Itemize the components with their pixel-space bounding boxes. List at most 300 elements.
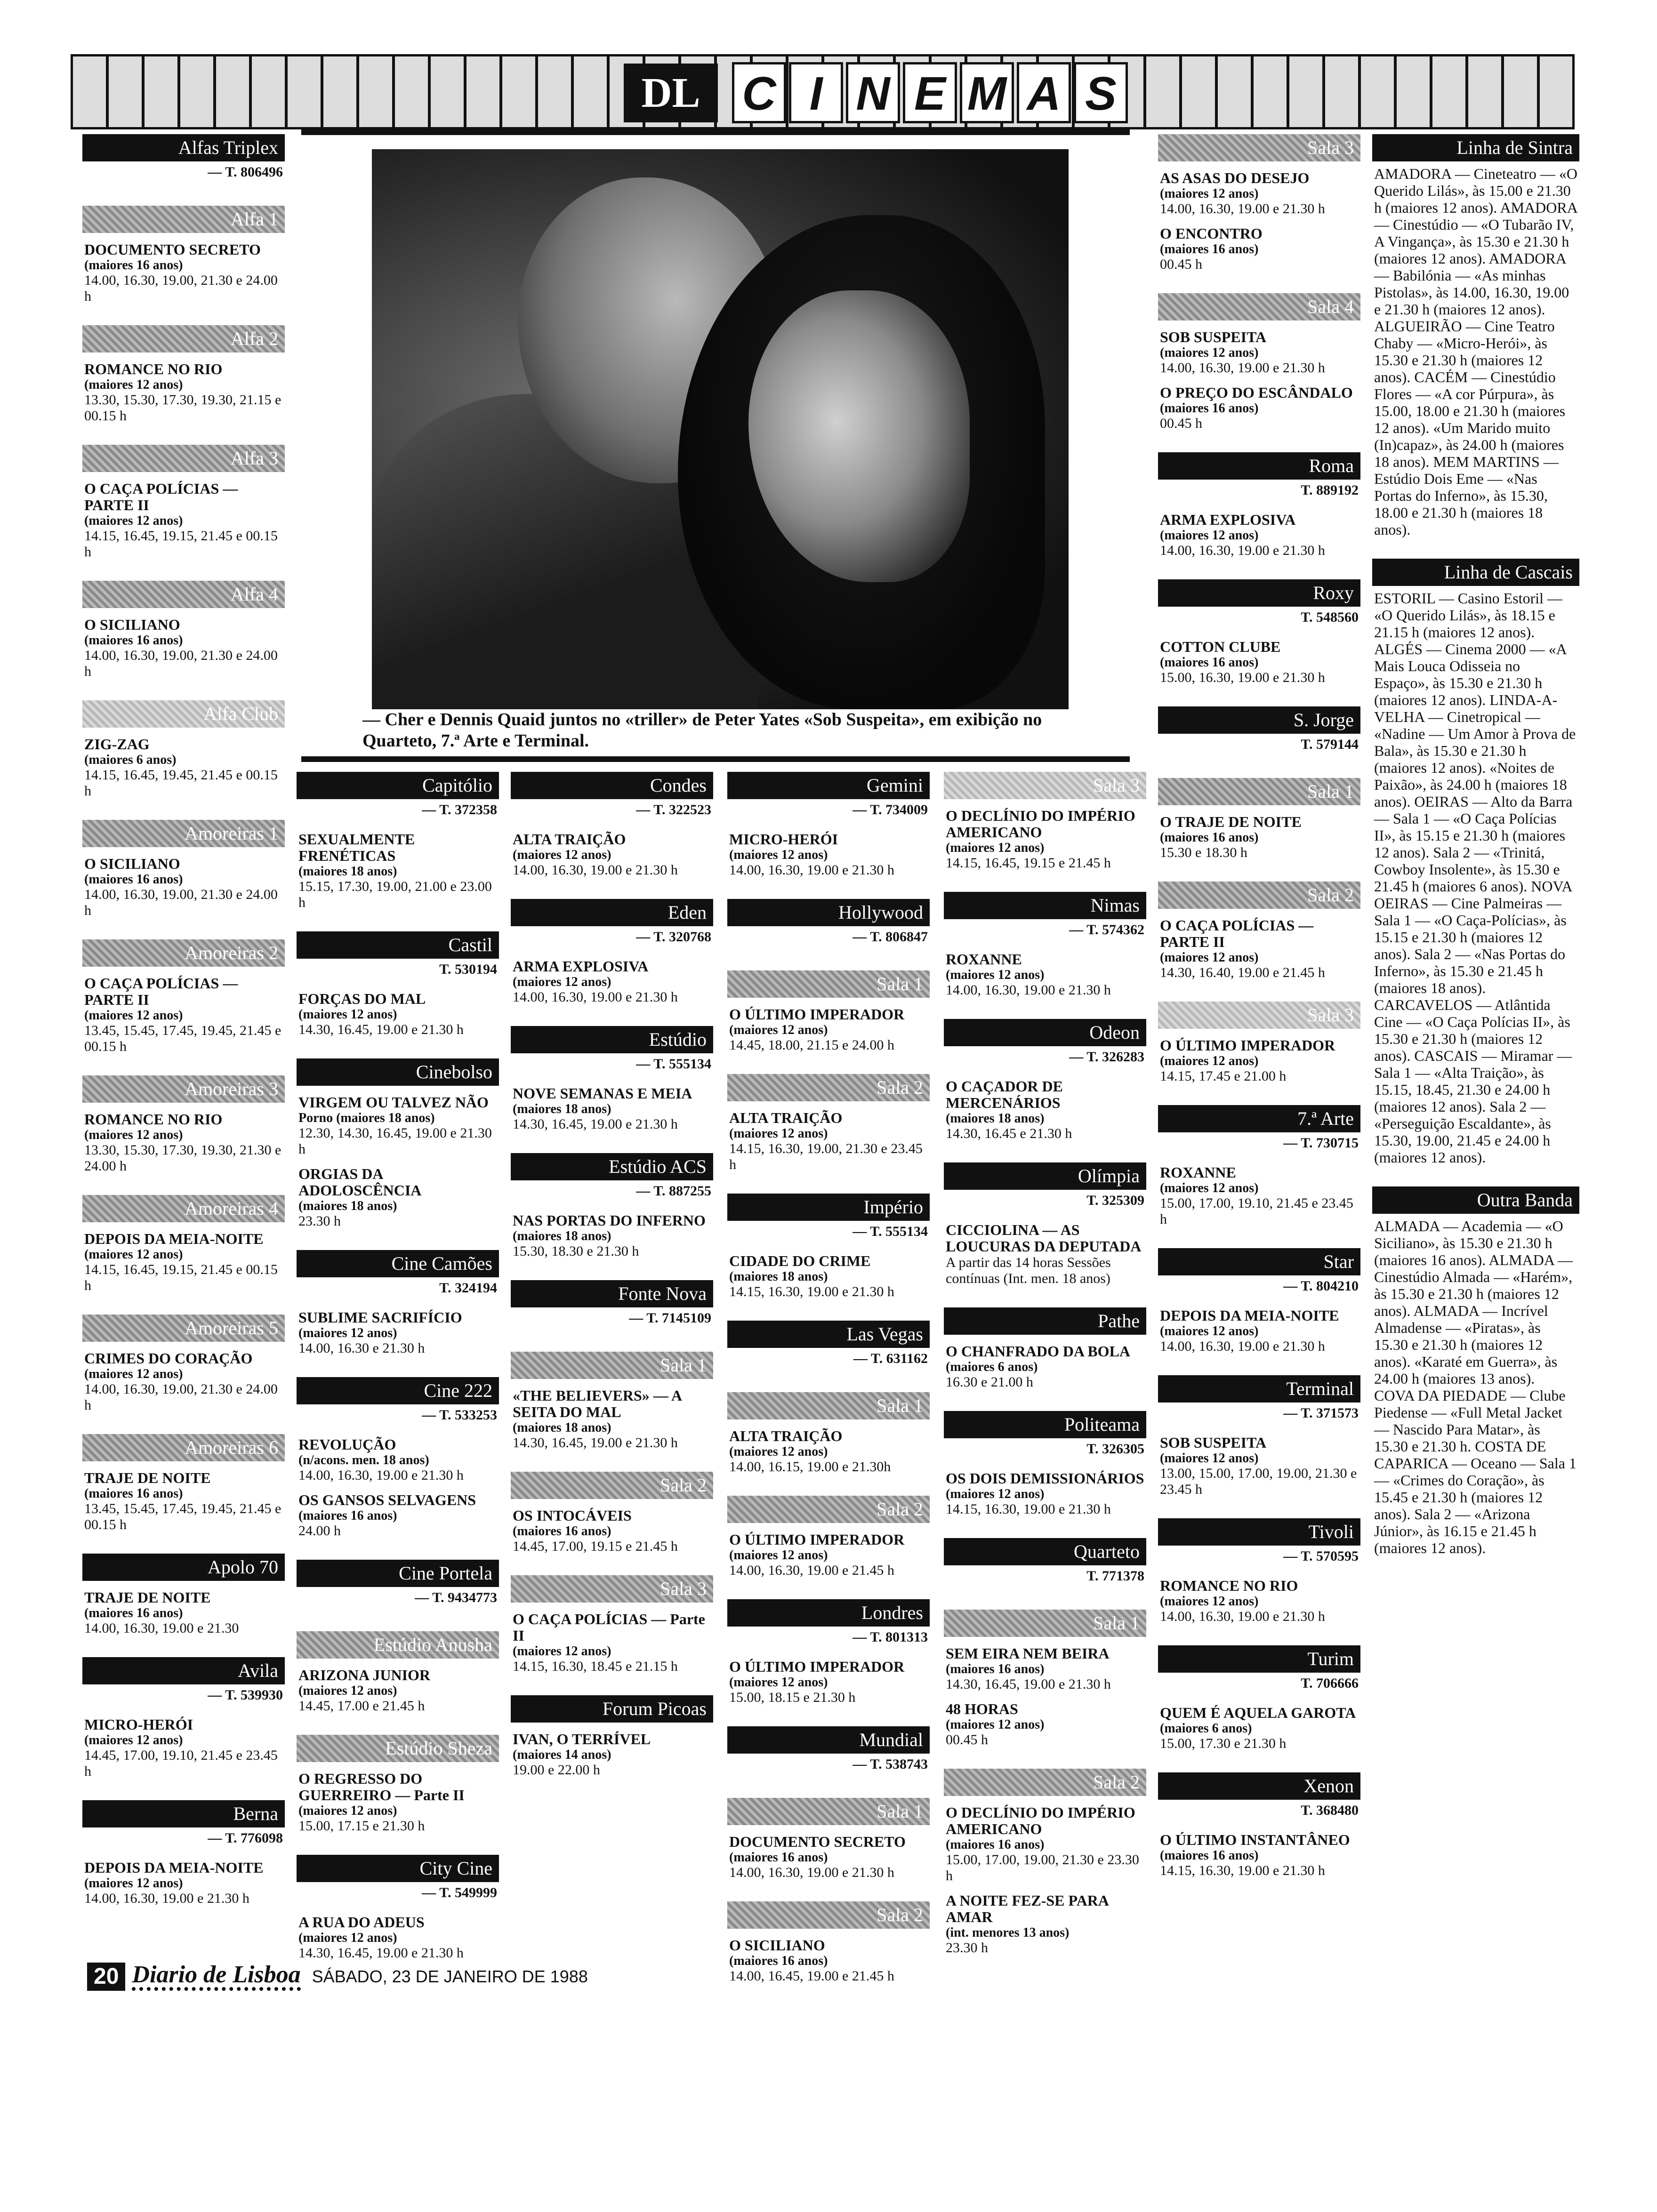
listings-column-6 [1158,134,1360,1899]
cinema-name: Alfa 2 [82,325,285,353]
cinema-phone: — T. 322523 [636,802,711,817]
cinema-name: Mundial [727,1726,930,1754]
film-title: MICRO-HERÓI [84,1716,193,1733]
cinema-listing [1158,579,1360,686]
film-title: OS GANSOS SELVAGENS [298,1491,476,1508]
cinema-listing [511,1280,713,1331]
cinema-name: Linha de Cascais [1372,559,1579,586]
cinema-name: Apolo 70 [82,1554,285,1581]
cinema-name: Sala 2 [1158,882,1360,909]
cinema-name: Terminal [1158,1375,1360,1403]
cinema-phone: — T. 804210 [1283,1278,1359,1294]
cinema-name: Alfa 1 [82,206,285,233]
film-rating: (maiores 16 anos) [84,633,183,648]
cinema-name: Sala 3 [511,1575,713,1603]
cinema-phone: T. 548560 [1301,609,1359,625]
film-title: O CAÇA POLÍCIAS — PARTE II [84,480,238,513]
film-title: O CAÇA POLÍCIAS — Parte II [513,1611,705,1644]
film-times: 14.00, 16.30, 19.00 e 21.30 h [946,982,1111,998]
film-times: 00.45 h [1160,416,1202,431]
film-times: 15.15, 17.30, 19.00, 21.00 e 23.00 h [298,879,492,910]
cinema-listing [82,134,285,185]
film-rating: (maiores 18 anos) [298,864,397,879]
film-title: OS DOIS DEMISSIONÁRIOS [946,1470,1144,1487]
cinema-name: Sala 3 [1158,134,1360,161]
cinema-name: Sala 1 [511,1352,713,1379]
cinema-phone: — T. 7145109 [629,1310,711,1326]
cinema-listing [944,1411,1146,1517]
film-title: FORÇAS DO MAL [298,990,426,1007]
film-times: 14.30, 16.45 e 21.30 h [946,1126,1072,1141]
film-times: 14.00, 16.30 e 21.30 h [298,1340,425,1356]
film-rating: (maiores 16 anos) [729,1954,828,1968]
cinema-listing [297,1377,499,1539]
film-title: O PREÇO DO ESCÂNDALO [1160,384,1353,401]
film-title: A NOITE FEZ-SE PARA AMAR [946,1892,1109,1925]
cinema-name: City Cine [297,1855,499,1882]
film-times: 13.45, 15.45, 17.45, 19.45, 21.45 e 00.15 h [84,1023,282,1054]
film-rating: (maiores 16 anos) [946,1837,1045,1852]
film-title: MICRO-HERÓI [729,831,838,848]
cinema-name: Sala 1 [727,1392,930,1419]
film-rating: (maiores 18 anos) [729,1269,828,1284]
cinema-name: Olímpia [944,1162,1146,1190]
cinema-name: Gemini [727,772,930,799]
title-letter: I [789,62,843,123]
film-rating: (maiores 18 anos) [513,1229,611,1243]
cinema-listing [944,772,1146,871]
cinema-name: Turim [1158,1645,1360,1673]
newspaper-logo: DL [624,64,718,122]
film-title: ARMA EXPLOSIVA [513,958,649,975]
cinema-name: Alfa 4 [82,581,285,608]
film-rating: (maiores 16 anos) [1160,655,1259,670]
cinema-listing [82,820,285,919]
film-title: DOCUMENTO SECRETO [729,1833,906,1850]
page-footer [87,1963,588,1991]
cinema-listing [511,1472,713,1555]
film-times: 14.00, 16.30, 19.00 e 21.30 h [1160,201,1325,216]
cinema-listing [82,445,285,560]
film-rating: (maiores 16 anos) [513,1524,611,1539]
cinema-listing [727,1726,930,1777]
film-rating: (maiores 12 anos) [84,1733,183,1747]
cinema-phone: — T. 326283 [1069,1049,1144,1065]
film-rating: (maiores 16 anos) [84,258,183,272]
cinema-name: Amoreiras 4 [82,1195,285,1222]
cinema-listing [82,1195,285,1294]
film-rating: (maiores 12 anos) [1160,1181,1259,1195]
film-rating: (maiores 16 anos) [1160,242,1259,256]
film-rating: (maiores 12 anos) [1160,345,1259,360]
cinema-listing [1372,559,1579,1166]
film-rating: (maiores 12 anos) [1160,950,1259,965]
film-times: 14.15, 16.30, 19.00 e 21.30 h [946,1501,1111,1517]
film-times: 14.00, 16.30, 19.00 e 21.45 h [729,1563,894,1578]
film-title: ORGIAS DA ADOLOSCÊNCIA [298,1165,422,1199]
cinema-listing [727,1392,930,1475]
regional-listing-text: ESTORIL — Casino Estoril — «O Querido Lilás», às 18.15 e 21.15 h (maiores 12 anos). ALGÉS — Cinema 2000 — «A Mais Louca Odisseia no Espaço», às 15.30 e 21.30 h (maiores 12 anos). LINDA-A-VELHA — Cinetropical — «Nadine — Um Amor à Prova de Bala», às 15.30 e 21.30 h (maiores 12 anos). «Noites de Paixão», às 24.00 h (maiores 18 anos). OEIRAS — Alto da Barra — Sala 1 — «O Caça Polícias II», às 15.15 e 21.30 h (maiores 12 anos). Sala 2 — «Trinitá, Cowboy Insolente», às 15.30 e 21.45 h (maiores 6 anos). NOVA OEIRAS — Cine Palmeiras — Sala 1 — «O Caça-Polícias», às 15.15 e 21.30 h (maiores 12 anos). Sala 2 — «Nas Portas do Inferno», às 15.30 e 21.45 h (maiores 18 anos). CARCAVELOS — Atlântida Cine — «O Caça Polícias II», às 15.30 e 21.30 h (maiores 12 anos). CASCAIS — Miramar — Sala 1 — «Alta Traição», às 15.15, 18.45, 21.30 e 24.00 h (maiores 12 anos). Sala 2 — «Perseguição Escaldante», às 15.30, 19.00, 21.45 e 24.00 h (maiores 12 anos). [1374,590,1576,1166]
listings-column-2 [297,772,499,1982]
cinema-listing [297,1631,499,1714]
cinema-phone: T. 889192 [1301,482,1359,498]
cinema-phone: T. 326305 [1086,1441,1144,1457]
cinema-listing [297,1250,499,1356]
cinema-phone: — T. 533253 [422,1407,497,1423]
film-title: OS INTOCÁVEIS [513,1507,632,1524]
cinema-listing [944,1019,1146,1142]
cinema-listing [511,1026,713,1132]
film-times: 14.00, 16.30, 19.00 e 21.30 h [1160,1338,1325,1354]
cinema-name: Amoreiras 6 [82,1434,285,1461]
cinema-listing [727,899,930,950]
film-title: DOCUMENTO SECRETO [84,241,261,258]
film-title: TRAJE DE NOITE [84,1589,211,1606]
cinema-listing [1158,1645,1360,1752]
cinema-listing [1158,1248,1360,1354]
cinema-name: Pathe [944,1307,1146,1335]
film-times: 14.00, 16.30, 19.00, 21.30 e 24.00 h [84,648,278,679]
film-title: NAS PORTAS DO INFERNO [513,1212,706,1229]
film-times: 14.15, 16.30, 18.45 e 21.15 h [513,1659,678,1674]
film-rating: (maiores 12 anos) [298,1007,397,1022]
cinema-listing [82,1075,285,1174]
film-rating: (maiores 6 anos) [84,753,177,767]
film-title: SEXUALMENTE FRENÉTICAS [298,831,415,864]
cinema-name: Fonte Nova [511,1280,713,1307]
cinema-name: Sala 1 [727,1798,930,1825]
cinema-listing [82,1657,285,1779]
title-letter: N [846,62,900,123]
cinema-name: Alfa Club [82,700,285,728]
film-title: ROXANNE [1160,1164,1236,1181]
film-title: ALTA TRAIÇÃO [513,831,626,848]
film-rating: (maiores 16 anos) [1160,830,1259,845]
cinema-name: Sala 1 [944,1610,1146,1637]
cinema-phone: T. 530194 [439,962,497,977]
film-title: O SICILIANO [729,1937,825,1954]
film-rating: (maiores 14 anos) [513,1747,611,1762]
cinema-name: Sala 2 [727,1074,930,1101]
cinema-listing [1158,1002,1360,1084]
film-rating: (maiores 12 anos) [729,1675,828,1690]
film-rating: (maiores 12 anos) [513,1644,611,1659]
film-title: SEM EIRA NEM BEIRA [946,1645,1110,1662]
film-rating: (maiores 12 anos) [729,1023,828,1037]
film-times: 23.30 h [946,1940,988,1956]
cinema-name: Sala 2 [511,1472,713,1499]
cinema-name: Castil [297,931,499,959]
issue-date: SÁBADO, 23 DE JANEIRO DE 1988 [312,1967,588,1986]
cinema-name: Alfa 3 [82,445,285,472]
film-times: 14.30, 16.45, 19.00 e 21.30 h [298,1945,464,1961]
film-times: 24.00 h [298,1523,341,1539]
cinema-phone: T. 771378 [1086,1568,1144,1584]
film-title: DEPOIS DA MEIA-NOITE [1160,1307,1339,1324]
cinema-name: Tivoli [1158,1518,1360,1546]
film-rating: (maiores 12 anos) [513,975,611,989]
cinema-listing [944,1769,1146,1956]
film-title: «THE BELIEVERS» — A SEITA DO MAL [513,1387,682,1420]
regional-listing-text: ALMADA — Academia — «O Siciliano», às 15.30 e 21.30 h (maiores 16 anos). ALMADA — Cinestúdio Almada — «Harém», às 15.30 e 21.30 h (maiores 12 anos). ALMADA — Incrível Almadense — «Piratas», às 15.30 e 21.30 h (maiores 12 anos). «Karaté em Guerra», às 24.00 h (maiores 13 anos). COVA DA PIEDADE — Clube Piedense — «Full Metal Jacket — Nascido Para Matar», às 15.30 e 21.30 h. COSTA DE CAPARICA — Oceano — Sala 1 — «Crimes do Coração», às 15.45 e 21.30 h (maiores 12 anos). Sala 2 — «Arizona Júnior», às 16.15 e 21.45 h (maiores 12 anos). [1374,1218,1577,1556]
cinema-name: Cine Portela [297,1560,499,1587]
listings-column-7 [1372,134,1579,1577]
film-times: A partir das 14 horas Sessões contínuas (Int. men. 18 anos) [946,1255,1111,1286]
listings-column-5 [944,772,1146,1977]
film-times: 00.45 h [1160,256,1202,272]
film-rating: (maiores 12 anos) [84,1128,183,1142]
film-rating: (int. menores 13 anos) [946,1925,1070,1940]
film-times: 14.00, 16.30, 19.00 e 21.30 h [513,862,678,878]
cinema-listing [944,1538,1146,1589]
cinema-listing [297,1058,499,1229]
film-times: 12.30, 14.30, 16.45, 19.00 e 21.30 h [298,1125,492,1157]
cinema-phone: — T. 539930 [208,1687,283,1703]
cinema-listing [82,206,285,305]
film-times: 14.15, 16.45, 19.15, 21.45 e 00.15 h [84,1262,278,1293]
cinema-name: Estúdio ACS [511,1153,713,1180]
cinema-listing [511,772,713,878]
cinema-phone: T. 368480 [1301,1803,1359,1818]
film-rating: (maiores 12 anos) [1160,1594,1259,1609]
cinema-name: Sala 1 [1158,778,1360,805]
cinema-name: Roma [1158,452,1360,480]
film-rating: Porno (maiores 18 anos) [298,1111,435,1125]
cinema-name: Las Vegas [727,1321,930,1348]
title-letter: M [960,62,1014,123]
film-rating: (maiores 12 anos) [946,841,1045,855]
cinema-name: Alfas Triplex [82,134,285,161]
cinema-name: Sala 2 [727,1901,930,1929]
cinema-name: Sala 2 [944,1769,1146,1796]
film-times: 14.15, 16.45, 19.15, 21.45 e 00.15 h [84,528,278,560]
cinema-listing [1158,134,1360,272]
film-rating: (maiores 18 anos) [513,1102,611,1116]
cinema-phone: — T. 371573 [1283,1405,1359,1421]
film-rating: (maiores 12 anos) [84,1008,183,1023]
cinema-listing [727,1798,930,1881]
cinema-listing [82,581,285,680]
cinema-phone: — T. 631162 [853,1351,928,1366]
cinema-name: Cinebolso [297,1058,499,1086]
section-title [732,62,1131,123]
film-title: ROXANNE [946,951,1022,968]
cinema-listing [1158,293,1360,432]
cinema-phone: — T. 372358 [422,802,497,817]
cinema-listing [727,1321,930,1371]
film-rating: (maiores 6 anos) [1160,1721,1252,1736]
film-title: DEPOIS DA MEIA-NOITE [84,1230,264,1247]
cinema-listing [1372,134,1579,538]
film-title: O ÚLTIMO IMPERADOR [1160,1037,1335,1054]
cinema-name: Quarteto [944,1538,1146,1565]
film-title: A RUA DO ADEUS [298,1914,425,1931]
cinema-name: Sala 3 [944,772,1146,799]
cinema-listing [1158,778,1360,861]
film-title: ROMANCE NO RIO [84,1111,223,1128]
film-title: IVAN, O TERRÍVEL [513,1731,651,1747]
film-title: SOB SUSPEITA [1160,1434,1267,1451]
film-rating: (maiores 12 anos) [946,968,1045,982]
cinema-listing [1158,706,1360,757]
photo-caption: — Cher e Dennis Quaid juntos no «triller» de Peter Yates «Sob Suspeita», em exibição no Quarteto, 7.ª Arte e Terminal. [362,710,1042,751]
film-rating: (maiores 16 anos) [1160,1848,1259,1863]
cinema-phone: T. 324194 [439,1280,497,1296]
film-times: 14.45, 17.00, 19.10, 21.45 e 23.45 h [84,1747,278,1779]
cinema-listing [1158,1375,1360,1498]
cinema-name: Estúdio [511,1026,713,1053]
film-times: 16.30 e 21.00 h [946,1374,1033,1390]
film-rating: (maiores 12 anos) [84,1876,183,1891]
cinema-phone: T. 325309 [1086,1193,1144,1208]
film-title: TRAJE DE NOITE [84,1469,211,1486]
cinema-listing [297,1560,499,1611]
film-times: 14.00, 16.30, 19.00 e 21.30 h [729,862,894,878]
cinema-name: Londres [727,1599,930,1627]
cinema-listing [1158,1772,1360,1879]
film-times: 14.45, 17.00 e 21.45 h [298,1698,425,1714]
title-letter: C [732,62,786,123]
film-title: COTTON CLUBE [1160,638,1281,655]
cinema-name: Estúdio Anusha [297,1631,499,1659]
cinema-listing [82,939,285,1055]
cinema-phone: — T. 806496 [208,164,283,180]
film-times: 15.00, 18.15 e 21.30 h [729,1690,856,1705]
cinema-listing [727,1901,930,1984]
cinema-listing [511,1153,713,1259]
film-title: CICCIOLINA — AS LOUCURAS DA DEPUTADA [946,1221,1142,1255]
film-rating: (maiores 16 anos) [946,1662,1045,1676]
film-title: O DECLÍNIO DO IMPÉRIO AMERICANO [946,807,1135,841]
film-title: O SICILIANO [84,855,180,872]
cinema-name: Cine 222 [297,1377,499,1404]
film-rating: (n/acons. men. 18 anos) [298,1453,429,1467]
cinema-listing [511,1352,713,1451]
film-title: ARMA EXPLOSIVA [1160,511,1296,528]
cinema-phone: — T. 555134 [853,1224,928,1239]
cinema-phone: — T. 549999 [422,1885,497,1900]
cinema-name: Sala 2 [727,1496,930,1523]
cinema-listing [944,892,1146,998]
cinema-name: Avila [82,1657,285,1684]
film-title: SUBLIME SACRIFÍCIO [298,1309,462,1326]
cinema-listing [82,1434,285,1533]
cinema-listing [82,700,285,799]
cinema-listing [1158,1105,1360,1227]
film-times: 15.00, 17.15 e 21.30 h [298,1818,425,1834]
cinema-name: Condes [511,772,713,799]
film-rating: (maiores 12 anos) [1160,186,1259,201]
film-times: 14.15, 17.45 e 21.00 h [1160,1068,1287,1084]
cinema-name: Nimas [944,892,1146,919]
cinema-listing [1158,1518,1360,1625]
cinema-name: Politeama [944,1411,1146,1438]
cinema-listing [82,1314,285,1413]
film-rating: (maiores 18 anos) [298,1199,397,1213]
cinema-name: Hollywood [727,899,930,926]
cinema-listing [297,1735,499,1834]
film-times: 14.00, 16.30, 19.00 e 21.30 h [1160,543,1325,558]
film-times: 14.30, 16.45, 19.00 e 21.30 h [298,1022,464,1037]
cinema-name: Amoreiras 5 [82,1314,285,1342]
film-rating: (maiores 12 anos) [84,1367,183,1381]
film-rating: (maiores 12 anos) [298,1803,397,1818]
film-rating: (maiores 12 anos) [298,1931,397,1945]
film-title: O CAÇA POLÍCIAS — PARTE II [84,975,238,1008]
film-rating: (maiores 16 anos) [84,872,183,887]
listings-column-4 [727,772,930,2005]
cinema-name: Star [1158,1248,1360,1275]
film-title: CIDADE DO CRIME [729,1252,871,1269]
film-rating: (maiores 18 anos) [946,1111,1045,1126]
film-times: 15.00, 16.30, 19.00 e 21.30 h [1160,670,1325,685]
cinema-listing [297,1855,499,1961]
film-times: 19.00 e 22.00 h [513,1762,600,1778]
cinema-listing [727,970,930,1053]
film-title: ALTA TRAIÇÃO [729,1109,843,1126]
cinema-name: 7.ª Arte [1158,1105,1360,1132]
film-title: O ENCONTRO [1160,225,1263,242]
film-title: NOVE SEMANAS E MEIA [513,1085,692,1102]
film-rating: (maiores 12 anos) [298,1683,397,1698]
film-title: O CAÇA POLÍCIAS — PARTE II [1160,917,1314,950]
title-letter: A [1017,62,1071,123]
cinema-phone: — T. 776098 [208,1830,283,1846]
cinema-name: S. Jorge [1158,706,1360,734]
cinema-name: Estúdio Sheza [297,1735,499,1762]
cinema-listing [944,1307,1146,1390]
masthead: Diario de Lisboa [132,1963,300,1991]
film-rating: (maiores 12 anos) [946,1487,1045,1501]
cinema-listing [727,1496,930,1579]
title-letter: S [1074,62,1128,123]
cinema-listing [1372,1186,1579,1556]
film-title: ZIG-ZAG [84,736,150,753]
cinema-name: Outra Banda [1372,1186,1579,1214]
film-rating: (maiores 16 anos) [1160,401,1259,416]
title-letter: E [903,62,957,123]
section-banner [71,54,1575,129]
film-times: 23.30 h [298,1213,341,1229]
film-rating: (maiores 6 anos) [946,1360,1038,1374]
photo-rule [301,756,1130,762]
film-title: ROMANCE NO RIO [1160,1577,1298,1594]
cinema-listing [1158,452,1360,559]
cinema-listing [727,1599,930,1706]
cinema-listing [727,1074,930,1173]
listings-column-3 [511,772,713,1799]
film-title: DEPOIS DA MEIA-NOITE [84,1859,264,1876]
film-times: 15.30, 18.30 e 21.30 h [513,1243,639,1259]
film-title: ROMANCE NO RIO [84,361,223,377]
cinema-name: Amoreiras 2 [82,939,285,967]
film-times: 14.00, 16.30, 19.00, 21.30 e 24.00 h [84,887,278,918]
film-times: 15.00, 17.00, 19.10, 21.45 e 23.45 h [1160,1195,1353,1227]
film-times: 13.45, 15.45, 17.45, 19.45, 21.45 e 00.15 h [84,1501,282,1532]
cinema-phone: — T. 574362 [1069,922,1144,938]
film-times: 14.15, 16.30, 19.00 e 21.30 h [1160,1863,1325,1878]
cinema-name: Odeon [944,1019,1146,1046]
cinema-name: Império [727,1194,930,1221]
film-rating: (maiores 12 anos) [729,848,828,862]
film-title: 48 HORAS [946,1700,1018,1717]
film-rating: (maiores 12 anos) [729,1444,828,1459]
cinema-name: Cine Camões [297,1250,499,1277]
cinema-listing [944,1610,1146,1748]
film-rating: (maiores 12 anos) [513,848,611,862]
film-title: O ÚLTIMO IMPERADOR [729,1531,905,1548]
film-title: ARIZONA JUNIOR [298,1667,431,1683]
